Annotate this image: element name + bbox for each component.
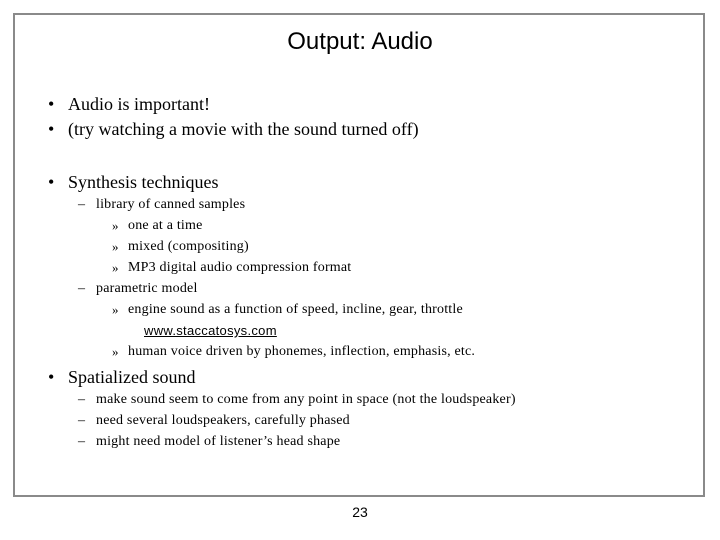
sub-sub-bullet-marker: »	[112, 260, 119, 275]
sub-bullet-text: might need model of listener’s head shape	[96, 434, 341, 449]
bullet-audio-important	[48, 92, 210, 116]
sub-bullet-marker: –	[78, 392, 86, 407]
bullet-marker: •	[48, 119, 55, 139]
bullet-marker: •	[48, 172, 55, 192]
sub-sub-bullet-text: mixed (compositing)	[128, 239, 249, 254]
bullet-marker: •	[48, 367, 55, 387]
bullet-text: (try watching a movie with the sound turned off)	[68, 119, 419, 139]
sub-sub-bullet-marker: »	[112, 239, 119, 254]
sub-bullet-text: make sound seem to come from any point in space (not the loudspeaker)	[96, 392, 516, 407]
sub-sub-bullet	[112, 342, 476, 362]
sub-bullet-text: need several loudspeakers, carefully phased	[96, 413, 350, 428]
sub-bullet	[78, 411, 350, 431]
sub-sub-bullet	[112, 237, 249, 257]
sub-bullet-library	[78, 195, 246, 215]
sub-sub-bullet	[112, 216, 203, 236]
slide-title: Output: Audio	[287, 28, 433, 55]
sub-sub-bullet-marker: »	[112, 302, 119, 317]
bullet-text: Synthesis techniques	[68, 172, 219, 192]
bullet-marker: •	[48, 94, 55, 114]
page-number: 23	[352, 504, 368, 520]
bullet-synthesis	[48, 170, 219, 194]
sub-bullet-text: library of canned samples	[96, 197, 246, 212]
sub-bullet	[78, 390, 516, 410]
sub-bullet-marker: –	[78, 434, 86, 449]
sub-sub-bullet	[112, 258, 352, 278]
sub-bullet-marker: –	[78, 197, 86, 212]
sub-sub-bullet-text: one at a time	[128, 218, 203, 233]
bullet-text: Audio is important!	[68, 94, 210, 114]
sub-bullet-parametric	[78, 279, 198, 299]
staccatosys-link[interactable]: www.staccatosys.com	[144, 323, 277, 338]
sub-bullet-marker: –	[78, 281, 86, 296]
bullet-try-watching	[48, 117, 419, 141]
sub-sub-bullet-marker: »	[112, 218, 119, 233]
sub-sub-bullet-text: human voice driven by phonemes, inflection, emphasis, etc.	[128, 344, 476, 359]
bullet-spatialized	[48, 365, 196, 389]
sub-bullet-marker: –	[78, 413, 86, 428]
sub-sub-bullet-text: engine sound as a function of speed, incline, gear, throttle	[128, 302, 463, 317]
bullet-text: Spatialized sound	[68, 367, 196, 387]
sub-bullet-text: parametric model	[96, 281, 198, 296]
sub-sub-bullet	[112, 300, 463, 320]
sub-bullet	[78, 432, 341, 452]
sub-sub-bullet-text: MP3 digital audio compression format	[128, 260, 352, 275]
sub-sub-bullet-marker: »	[112, 344, 119, 359]
